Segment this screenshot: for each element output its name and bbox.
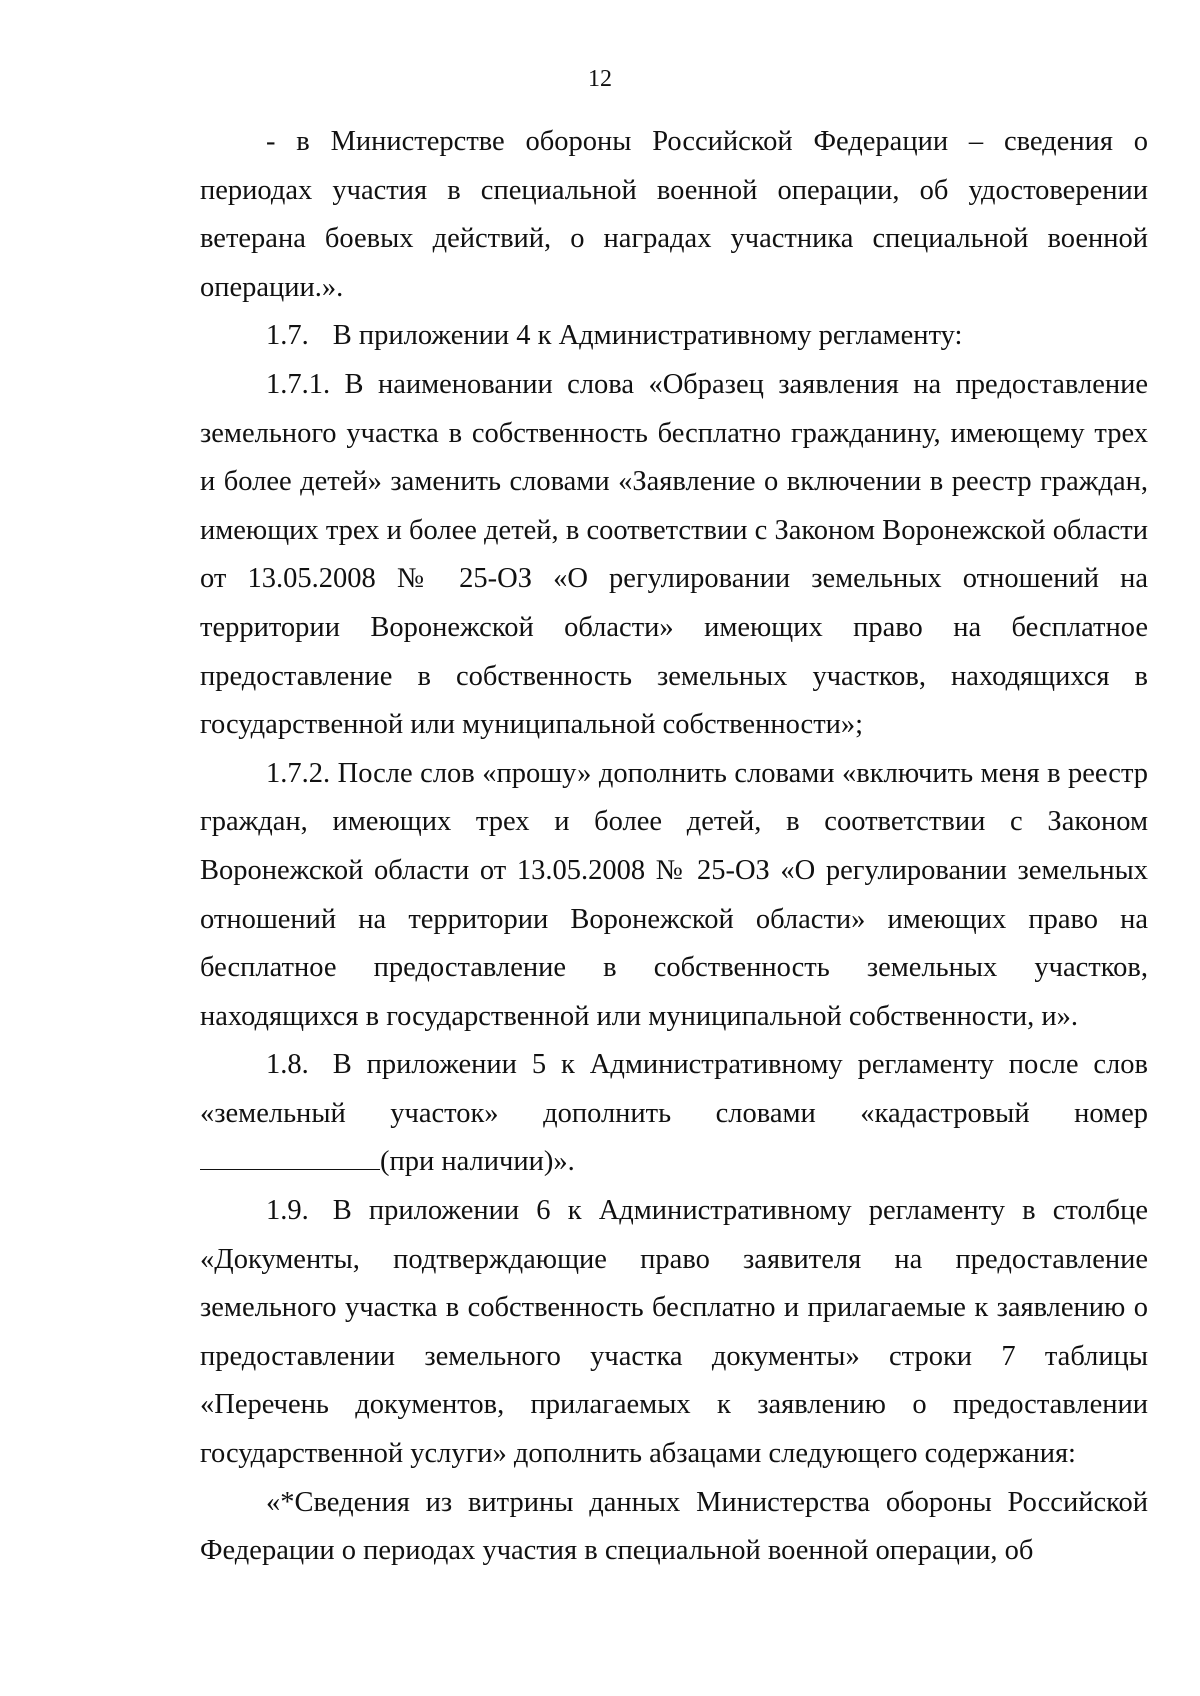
paragraph-ministry-defense: - в Министерстве обороны Российской Федерации – сведения о периодах участия в специальной военной операции, об удостоверении ветерана боевых действий, о наградах участника специальной военной операции.».: [200, 126, 1148, 303]
page-number: 12: [588, 66, 612, 92]
document-body: [200, 118, 1148, 1576]
paragraph-1-7: [200, 312, 1148, 361]
blank-underline-field: [200, 1143, 380, 1170]
paragraph-1-7-text: В приложении 4 к Административному регламенту:: [332, 320, 963, 352]
paragraph-1-7-2: 1.7.2. После слов «прошу» дополнить словами «включить меня в реестр граждан, имеющих трех и более детей, в соответствии с Законом Воронежской области от 13.05.2008 № 25-ОЗ «О регулировании земельных отношений на территории Воронежской области» имеющих право на бесплатное предоставление в собственность земельных участков, находящихся в государственной или муниципальной собственности, и».: [200, 757, 1148, 1032]
section-number-1-8: 1.8.: [266, 1049, 309, 1081]
section-number-1-9: 1.9.: [266, 1195, 309, 1227]
paragraph-1-7-1: 1.7.1. В наименовании слова «Образец заявления на предоставление земельного участка в собственность бесплатно гражданину, имеющему трех и более детей» заменить словами «Заявление о включении в реестр граждан, имеющих трех и более детей, в соответствии с Законом Воронежской области от 13.05.2008 № 25-ОЗ «О регулировании земельных отношений на территории Воронежской области» имеющих право на бесплатное предоставление в собственность земельных участков, находящихся в государственной или муниципальной собственности»;: [200, 368, 1148, 741]
paragraph-quote: «*Сведения из витрины данных Министерства обороны Российской Федерации о периодах участия в специальной военной операции, об: [200, 1486, 1148, 1567]
paragraph-1-9: [200, 1187, 1148, 1479]
paragraph-1-8: [200, 1041, 1148, 1187]
paragraph-1-8-text: В приложении 5 к Административному регламенту после слов «земельный участок» дополнить словами «кадастровый номер: [200, 1049, 1148, 1129]
section-number-1-7: 1.7.: [266, 320, 309, 352]
paragraph-1-9-text: В приложении 6 к Административному регламенту в столбце «Документы, подтверждающие право заявителя на предоставление земельного участка в собственность бесплатно и прилагаемые к заявлению о предоставлении земельного участка документы» строки 7 таблицы «Перечень документов, прилагаемых к заявлению о предоставлении государственной услуги» дополнить абзацами следующего содержания:: [200, 1195, 1148, 1470]
paragraph-1-8-tail: (при наличии)».: [380, 1146, 575, 1178]
